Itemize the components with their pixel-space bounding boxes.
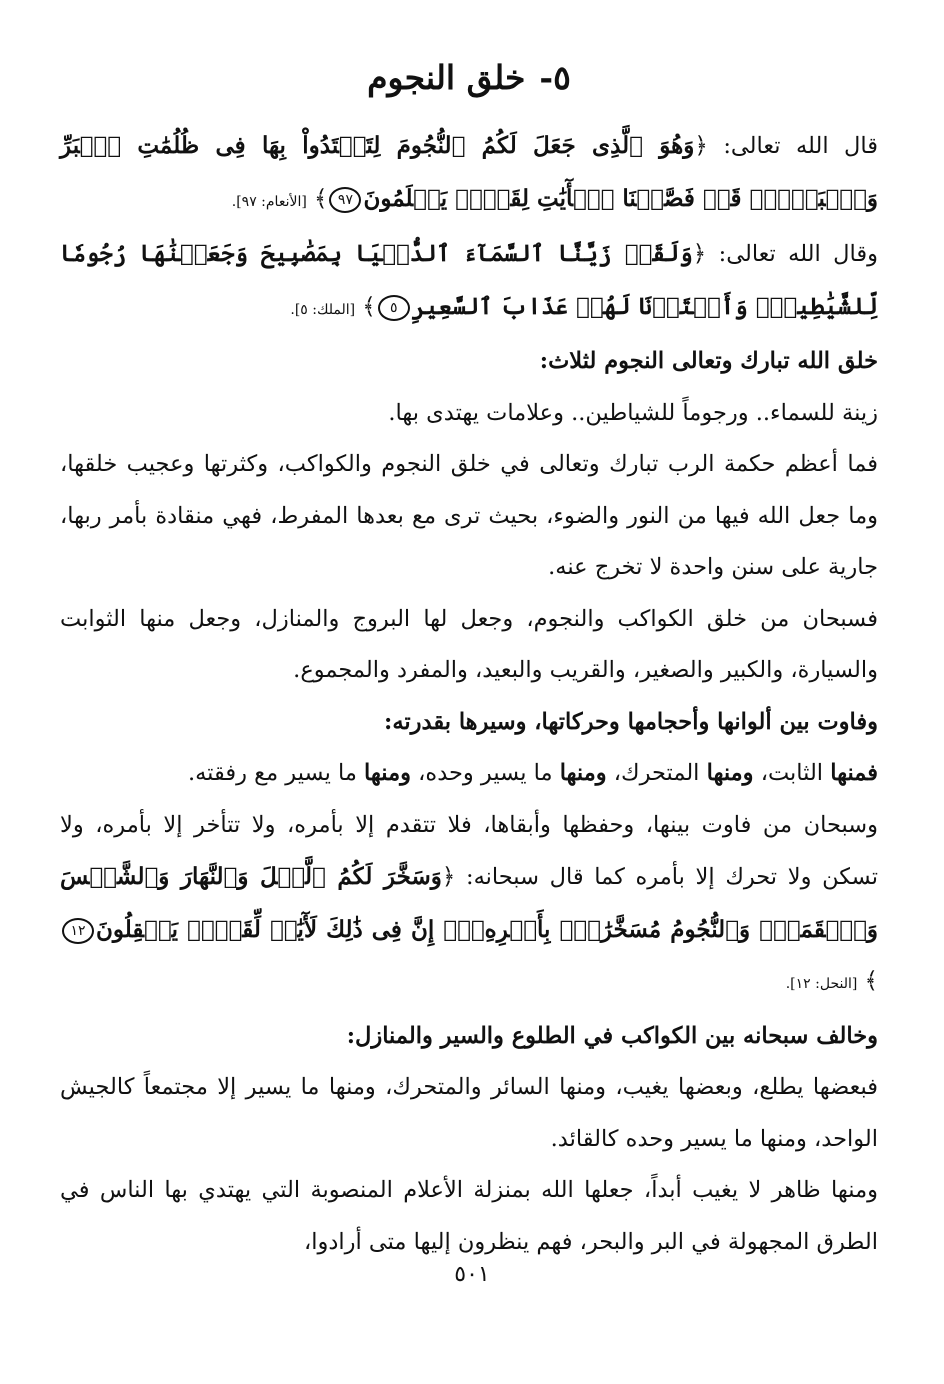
body-text: وسبحان من فاوت بينها، وحفظها وأبقاها، فلا تتقدم إلا بأمره، ولا تتأخر إلا بأمره، ولا تسكن ولا تحرك إلا بأمره كما قال سبحانه: bbox=[60, 811, 879, 890]
quran-verse: وَسَخَّرَ لَكُمُ ٱلَّيۡلَ وَٱلنَّهَارَ وَٱلشَّمۡسَ وَٱلۡقَمَرَۖ وَٱلنُّجُومُ مُسَخَّرَٰتُۢ بِأَمۡرِهِۦٓۚ إِنَّ فِى ذَٰلِكَ لَأٓيَٰتٖ لِّقَوۡمٖ يَعۡقِلُونَ bbox=[60, 863, 878, 943]
ornate-bracket-close: ﴾ bbox=[362, 293, 376, 320]
ornate-bracket-close: ﴾ bbox=[313, 185, 328, 212]
section-heading: وفاوت بين ألوانها وأحجامها وحركاتها، وسيرها بقدرته: bbox=[384, 708, 878, 735]
ornate-bracket-open: ﴿ bbox=[441, 864, 456, 890]
verse-intro: قال الله تعالى: bbox=[723, 133, 879, 159]
text-run: ما يسير مع رفقته. bbox=[187, 760, 357, 786]
verse-paragraph-1 bbox=[60, 120, 878, 228]
page-body bbox=[60, 50, 878, 1268]
body-paragraph: ومنها ظاهر لا يغيب أبداً، جعلها الله بمنزلة الأعلام المنصوبة التي يهتدي بها الناس في الطرق المجهولة في البر والبحر، فهم ينظرون إليها متى أرادوا، bbox=[60, 1177, 878, 1255]
ornate-bracket-close: ﴾ bbox=[864, 968, 878, 994]
body-paragraph: فما أعظم حكمة الرب تبارك وتعالى في خلق النجوم والكواكب، وكثرتها وعجيب خلقها، وما جعل الله فيها من النور والضوء، بحيث ترى مع بعدها المفرط، فهي منقادة بأمر ربها، جارية على سنن واحدة لا تخرج عنه. bbox=[60, 451, 878, 580]
body-paragraph: زينة للسماء.. ورجوماً للشياطين.. وعلامات يهتدى بها. bbox=[388, 399, 878, 426]
emphasis-word: ومنها bbox=[706, 760, 754, 786]
ornate-bracket-open: ﴿ bbox=[694, 133, 708, 159]
text-run: المتحرك، bbox=[613, 760, 700, 786]
quran-verse: وَهُوَ ٱلَّذِى جَعَلَ لَكُمُ ٱلنُّجُومَ لِتَهۡتَدُواْ بِهَا فِى ظُلُمَٰتِ ٱلۡبَرِّ وَٱلۡبَحۡرِۗ قَدۡ فَصَّلۡنَا ٱلۡأٓيَٰتِ لِقَوۡمٖ يَعۡلَمُونَ bbox=[60, 132, 878, 212]
body-paragraph-types bbox=[60, 748, 878, 800]
page-number: ٥٠١ bbox=[454, 1262, 490, 1287]
verse-paragraph-2 bbox=[60, 228, 878, 336]
verse-reference: [الأنعام: ٩٧]. bbox=[231, 193, 307, 210]
verse-reference: [النحل: ١٢]. bbox=[785, 976, 858, 992]
chapter-number: ٥- bbox=[539, 58, 571, 97]
ayah-number-marker: ٥ bbox=[378, 295, 410, 321]
ayah-number-marker: ٩٧ bbox=[329, 187, 361, 213]
emphasis-word: ومنها bbox=[559, 760, 607, 786]
body-paragraph: فسبحان من خلق الكواكب والنجوم، وجعل لها البروج والمنازل، وجعل منها الثوابت والسيارة، والكبير والصغير، والقريب والبعيد، والمفرد والمجموع. bbox=[60, 605, 878, 683]
chapter-title bbox=[60, 50, 878, 106]
text-run: الثابت، bbox=[760, 760, 824, 786]
verse-paragraph-3 bbox=[60, 800, 878, 1011]
verse-reference: [الملك: ٥]. bbox=[290, 301, 356, 318]
verse-intro: وقال الله تعالى: bbox=[718, 241, 878, 267]
ayah-number-marker: ١٢ bbox=[62, 918, 94, 944]
chapter-title-text: خلق النجوم bbox=[367, 58, 526, 97]
text-run: ما يسير وحده، bbox=[418, 760, 553, 786]
emphasis-word: فمنها bbox=[830, 760, 878, 786]
quran-verse: وَلَقَدۡ زَيَّنَّا ٱلسَّمَآءَ ٱلدُّنۡيَا بِمَصَٰبِيحَ وَجَعَلۡنَٰهَا رُجُومٗا لِّلشَّيَٰطِينِۖ وَأَعۡتَدۡنَا لَهُمۡ عَذَابَ ٱلسَّعِيرِ bbox=[60, 240, 878, 320]
section-heading: وخالف سبحانه بين الكواكب في الطلوع والسير والمنازل: bbox=[346, 1022, 878, 1049]
emphasis-word: ومنها bbox=[364, 760, 411, 786]
body-paragraph: فبعضها يطلع، وبعضها يغيب، ومنها السائر والمتحرك، ومنها ما يسير إلا مجتمعاً كالجيش الواحد، ومنها ما يسير وحده كالقائد. bbox=[60, 1074, 878, 1152]
ornate-bracket-open: ﴿ bbox=[692, 241, 707, 267]
section-heading: خلق الله تبارك وتعالى النجوم لثلاث: bbox=[539, 348, 878, 374]
